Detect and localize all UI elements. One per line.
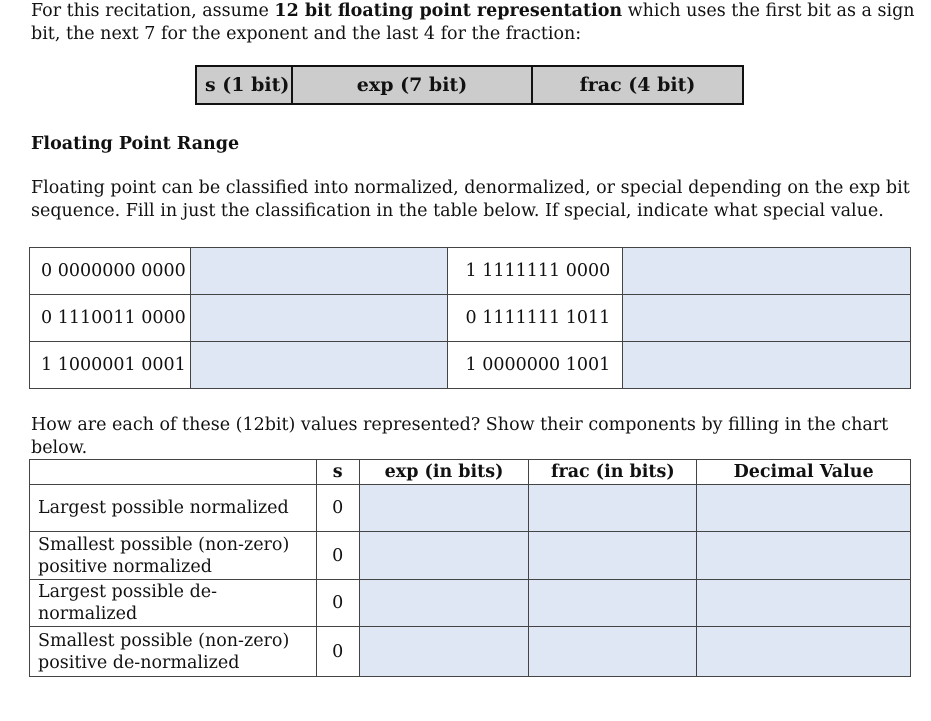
frac-answer-cell[interactable] [529,532,697,580]
exp-answer-cell[interactable] [359,485,529,532]
header-frac: frac (in bits) [529,460,697,485]
answer-cell[interactable] [623,295,911,342]
frac-bit-field: frac (4 bit) [579,74,696,96]
answer-cell[interactable] [190,342,447,389]
exp-answer-cell[interactable] [359,532,529,580]
intro-paragraph [31,0,921,46]
bit-pattern-cell: 0 0000000 0000 [30,248,191,295]
answer-cell[interactable] [623,248,911,295]
table-row [30,295,911,342]
bit-pattern-cell: 0 1110011 0000 [30,295,191,342]
section-heading: Floating Point Range [31,134,240,154]
sign-value: 0 [316,532,359,580]
components-table [29,459,911,677]
intro-bold-text: 12 bit floating point representation [274,1,623,21]
row-label: Largest possible normalized [30,485,317,532]
frac-answer-cell[interactable] [529,485,697,532]
answer-cell[interactable] [623,342,911,389]
header-exp: exp (in bits) [359,460,529,485]
exp-answer-cell[interactable] [359,580,529,627]
table-row [30,580,911,627]
bit-pattern-cell: 1 0000000 1001 [447,342,623,389]
decimal-answer-cell[interactable] [697,485,911,532]
table-row [30,248,911,295]
classification-table [29,247,911,389]
intro-text-end: which uses the first bit as a sign bit, the next 7 for the exponent and the last 4 for the fraction: [31,1,915,44]
question-paragraph: How are each of these (12bit) values represented? Show their components by filling in the chart below. [31,415,889,458]
table-row [30,342,911,389]
bit-pattern-cell: 0 1111111 1011 [447,295,623,342]
table-row [30,485,911,532]
frac-answer-cell[interactable] [529,627,697,677]
decimal-answer-cell[interactable] [697,627,911,677]
exp-answer-cell[interactable] [359,627,529,677]
decimal-answer-cell[interactable] [697,580,911,627]
frac-answer-cell[interactable] [529,580,697,627]
header-s: s [316,460,359,485]
bit-pattern-cell: 1 1111111 0000 [447,248,623,295]
row-label: Largest possible de-normalized [30,580,317,627]
bit-layout-diagram [195,65,744,105]
sign-value: 0 [316,627,359,677]
header-decimal-value: Decimal Value [697,460,911,485]
description-paragraph: Floating point can be classified into normalized, denormalized, or special depending on the exp bit sequence. Fill in just the classification in the table below. If special, indicate what special value. [31,178,910,221]
answer-cell[interactable] [190,248,447,295]
table-header-row [30,460,911,485]
bit-pattern-cell: 1 1000001 0001 [30,342,191,389]
row-label: Smallest possible (non-zero) positive de-normalized [30,627,317,677]
sign-bit-field: s (1 bit) [197,67,293,103]
intro-text-start: For this recitation, assume [31,1,275,21]
table-row [30,532,911,580]
sign-value: 0 [316,485,359,532]
answer-cell[interactable] [190,295,447,342]
row-label: Smallest possible (non-zero) positive normalized [30,532,317,580]
decimal-answer-cell[interactable] [697,532,911,580]
header-empty-cell [30,460,317,485]
exp-bit-field: exp (7 bit) [293,67,533,103]
sign-value: 0 [316,580,359,627]
table-row [30,627,911,677]
